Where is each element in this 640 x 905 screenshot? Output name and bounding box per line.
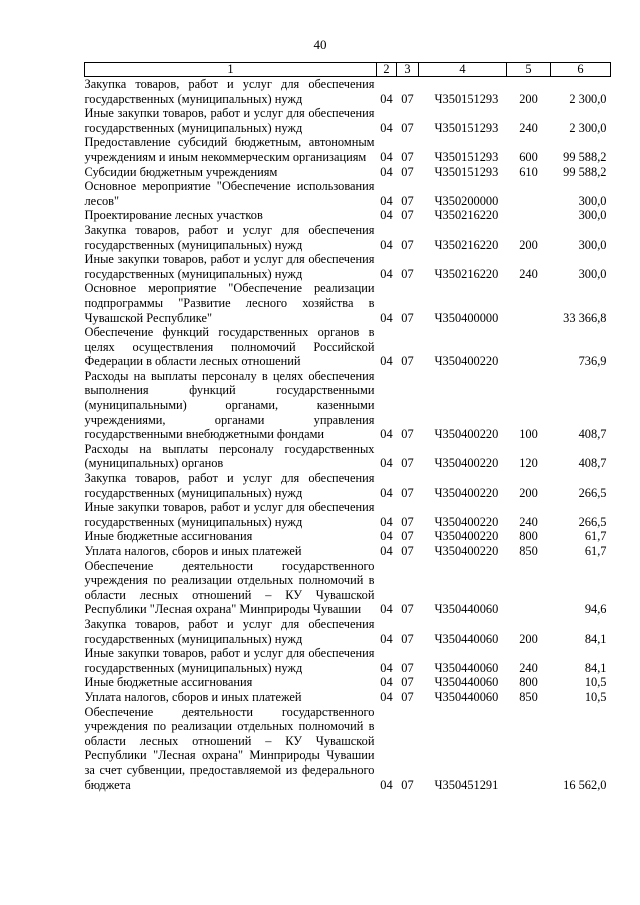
table-row [85, 106, 611, 135]
row-target-article-cell: Ч350151293 [434, 149, 499, 164]
row-expense-type-cell [507, 208, 551, 223]
row-name-cell: Основное мероприятие "Обеспечение использования лесов" [84, 179, 375, 208]
row-name-cell: Предоставление субсидий бюджетным, автономным учреждениям и иным некоммерческим организациям [84, 135, 375, 164]
row-target-article-cell: Ч350216220 [434, 266, 499, 281]
row-target-article-cell: Ч350400000 [434, 310, 499, 325]
row-expense-type-cell: 200 [519, 91, 538, 106]
table-row [85, 135, 611, 164]
row-target-article-cell: Ч350440060 [434, 660, 499, 675]
row-name-cell: Иные закупки товаров, работ и услуг для обеспечения государственных (муниципальных) нужд [84, 252, 375, 281]
row-amount-cell: 61,7 [584, 544, 607, 558]
row-expense-type-cell [507, 559, 551, 617]
row-subsection-cell: 07 [401, 91, 414, 106]
row-target-article-cell: Ч350400220 [434, 427, 499, 442]
row-section-cell: 04 [380, 544, 393, 558]
row-name-cell: Иные закупки товаров, работ и услуг для обеспечения государственных (муниципальных) нужд [84, 646, 375, 675]
row-section-cell: 04 [380, 514, 393, 529]
row-amount-cell: 2 300,0 [569, 120, 607, 135]
row-section-cell: 04 [380, 193, 393, 208]
row-target-article-cell: Ч350400220 [434, 514, 499, 529]
row-subsection-cell: 07 [401, 354, 414, 369]
row-section-cell: 04 [380, 675, 393, 690]
row-section-cell: 04 [380, 631, 393, 646]
row-target-article-cell: Ч350400220 [434, 354, 499, 369]
row-section-cell: 04 [380, 529, 393, 544]
row-name-cell: Иные бюджетные ассигнования [84, 529, 253, 544]
table-row [85, 325, 611, 369]
page-number: 40 [313, 37, 327, 52]
header-row [85, 63, 611, 77]
row-amount-cell: 16 562,0 [563, 777, 607, 792]
table-row [85, 646, 611, 675]
table-row [85, 559, 611, 617]
row-subsection-cell: 07 [401, 544, 414, 558]
row-target-article-cell: Ч350216220 [434, 208, 499, 223]
table-row [85, 208, 611, 223]
row-subsection-cell: 07 [401, 266, 414, 281]
row-amount-cell: 736,9 [578, 354, 607, 369]
row-section-cell: 04 [380, 266, 393, 281]
row-subsection-cell: 07 [401, 675, 414, 690]
row-amount-cell: 408,7 [578, 427, 607, 442]
row-expense-type-cell: 240 [519, 660, 538, 675]
row-section-cell: 04 [380, 689, 393, 704]
row-target-article-cell: Ч350440060 [434, 631, 499, 646]
table-row [85, 442, 611, 471]
table-row [85, 77, 611, 107]
row-section-cell: 04 [380, 164, 393, 179]
header-cell-1: 1 [85, 63, 377, 77]
row-target-article-cell: Ч350440060 [434, 602, 499, 617]
table-body [85, 77, 611, 793]
table-row [85, 705, 611, 793]
header-cell-2: 2 [377, 63, 397, 77]
row-subsection-cell: 07 [401, 427, 414, 442]
table-row [85, 617, 611, 646]
row-amount-cell: 99 588,2 [563, 149, 607, 164]
row-expense-type-cell [507, 325, 551, 369]
table-row [85, 500, 611, 529]
row-subsection-cell: 07 [401, 602, 414, 617]
row-subsection-cell: 07 [401, 237, 414, 252]
row-expense-type-cell: 610 [519, 164, 538, 179]
row-section-cell: 04 [380, 456, 393, 471]
row-name-cell: Обеспечение деятельности государственного учреждения по реализации отдельных полномочий в области лесных отношений – КУ Чувашской Республики "Лесная охрана" Минприроды Чувашии [84, 558, 375, 617]
row-name-cell: Обеспечение функций государственных органов в целях осуществления полномочий Российской Федерации в области лесных отношений [84, 325, 375, 369]
row-target-article-cell: Ч350151293 [434, 164, 499, 179]
row-amount-cell: 408,7 [578, 456, 607, 471]
row-name-cell: Уплата налогов, сборов и иных платежей [84, 544, 302, 558]
row-name-cell: Закупка товаров, работ и услуг для обеспечения государственных (муниципальных) нужд [84, 471, 375, 500]
row-expense-type-cell: 850 [519, 544, 538, 558]
row-section-cell: 04 [380, 354, 393, 369]
row-name-cell: Иные закупки товаров, работ и услуг для обеспечения государственных (муниципальных) нужд [84, 106, 375, 135]
row-name-cell: Основное мероприятие "Обеспечение реализации подпрограммы "Развитие лесного хозяйства в Чувашской Республике" [84, 281, 375, 325]
row-amount-cell: 266,5 [578, 514, 607, 529]
row-amount-cell: 33 366,8 [563, 310, 607, 325]
row-expense-type-cell [507, 705, 551, 793]
row-amount-cell: 10,5 [584, 675, 607, 690]
row-subsection-cell: 07 [401, 208, 414, 223]
table-row [85, 179, 611, 208]
row-target-article-cell: Ч350200000 [434, 193, 499, 208]
row-name-cell: Уплата налогов, сборов и иных платежей [84, 689, 302, 704]
row-target-article-cell: Ч350400220 [434, 456, 499, 471]
table-row [85, 471, 611, 500]
row-subsection-cell: 07 [401, 514, 414, 529]
table-row [85, 690, 611, 705]
row-expense-type-cell: 600 [519, 149, 538, 164]
row-subsection-cell: 07 [401, 120, 414, 135]
row-name-cell: Иные бюджетные ассигнования [84, 675, 253, 690]
row-subsection-cell: 07 [401, 689, 414, 704]
row-target-article-cell: Ч350451291 [434, 777, 499, 792]
row-amount-cell: 300,0 [578, 266, 607, 281]
row-amount-cell: 84,1 [584, 631, 607, 646]
row-target-article-cell: Ч350216220 [434, 237, 499, 252]
row-section-cell: 04 [380, 485, 393, 500]
row-section-cell: 04 [380, 149, 393, 164]
header-cell-4: 4 [419, 63, 507, 77]
row-name-cell: Иные закупки товаров, работ и услуг для обеспечения государственных (муниципальных) нужд [84, 500, 375, 529]
row-expense-type-cell: 800 [519, 675, 538, 690]
row-expense-type-cell: 850 [519, 689, 538, 704]
row-amount-cell: 300,0 [578, 208, 607, 223]
row-section-cell: 04 [380, 91, 393, 106]
row-subsection-cell: 07 [401, 193, 414, 208]
row-name-cell: Закупка товаров, работ и услуг для обеспечения государственных (муниципальных) нужд [84, 222, 375, 252]
row-expense-type-cell: 240 [519, 514, 538, 529]
row-expense-type-cell: 240 [519, 266, 538, 281]
row-section-cell: 04 [380, 660, 393, 675]
row-amount-cell: 61,7 [584, 529, 607, 544]
row-subsection-cell: 07 [401, 777, 414, 792]
table-row [85, 252, 611, 281]
row-expense-type-cell [507, 281, 551, 325]
row-name-cell: Расходы на выплаты персоналу государственных (муниципальных) органов [84, 441, 375, 471]
row-name-cell: Закупка товаров, работ и услуг для обеспечения государственных (муниципальных) нужд [84, 616, 375, 646]
row-section-cell: 04 [380, 310, 393, 325]
row-name-cell: Расходы на выплаты персоналу в целях обеспечения выполнения функций государственными (муниципальными) органами, казенными учреждениями, органами управления государственными внебюджетными фондами [84, 368, 375, 442]
row-subsection-cell: 07 [401, 631, 414, 646]
row-target-article-cell: Ч350400220 [434, 544, 499, 558]
row-section-cell: 04 [380, 427, 393, 442]
row-name-cell: Закупка товаров, работ и услуг для обеспечения государственных (муниципальных) нужд [84, 77, 375, 106]
row-amount-cell: 300,0 [578, 237, 607, 252]
row-subsection-cell: 07 [401, 660, 414, 675]
header-cell-5: 5 [507, 63, 551, 77]
row-subsection-cell: 07 [401, 456, 414, 471]
row-section-cell: 04 [380, 237, 393, 252]
table-row [85, 544, 611, 559]
row-expense-type-cell: 120 [519, 456, 538, 471]
table-header [85, 63, 611, 77]
row-subsection-cell: 07 [401, 529, 414, 544]
header-cell-3: 3 [397, 63, 419, 77]
table-row [85, 165, 611, 180]
row-section-cell: 04 [380, 602, 393, 617]
row-amount-cell: 10,5 [584, 689, 607, 704]
table-row [85, 223, 611, 252]
row-amount-cell: 94,6 [584, 602, 607, 617]
row-expense-type-cell [507, 179, 551, 208]
row-section-cell: 04 [380, 208, 393, 223]
row-target-article-cell: Ч350400220 [434, 529, 499, 544]
row-expense-type-cell: 800 [519, 529, 538, 544]
row-subsection-cell: 07 [401, 310, 414, 325]
row-name-cell: Субсидии бюджетным учреждениям [84, 164, 278, 179]
row-expense-type-cell: 240 [519, 120, 538, 135]
row-target-article-cell: Ч350400220 [434, 485, 499, 500]
table-row [85, 369, 611, 442]
row-expense-type-cell: 200 [519, 237, 538, 252]
row-amount-cell: 266,5 [578, 485, 607, 500]
budget-table [84, 62, 611, 792]
row-subsection-cell: 07 [401, 485, 414, 500]
row-amount-cell: 84,1 [584, 660, 607, 675]
row-amount-cell: 99 588,2 [563, 164, 607, 179]
row-amount-cell: 2 300,0 [569, 91, 607, 106]
table-row [85, 529, 611, 544]
row-target-article-cell: Ч350151293 [434, 120, 499, 135]
table-row [85, 675, 611, 690]
row-expense-type-cell: 200 [519, 631, 538, 646]
row-name-cell: Обеспечение деятельности государственного учреждения по реализации отдельных полномочий в области лесных отношений – КУ Чувашской Республики "Лесная охрана" Минприроды Чувашии за счет субвенции, предоставляемой из федерального бюджета [84, 704, 375, 792]
table-row [85, 281, 611, 325]
header-cell-6: 6 [551, 63, 611, 77]
row-name-cell: Проектирование лесных участков [84, 208, 263, 223]
row-subsection-cell: 07 [401, 164, 414, 179]
row-target-article-cell: Ч350151293 [434, 91, 499, 106]
row-section-cell: 04 [380, 777, 393, 792]
row-section-cell: 04 [380, 120, 393, 135]
row-subsection-cell: 07 [401, 149, 414, 164]
row-expense-type-cell: 200 [519, 485, 538, 500]
row-expense-type-cell: 100 [519, 427, 538, 442]
row-target-article-cell: Ч350440060 [434, 689, 499, 704]
row-amount-cell: 300,0 [578, 193, 607, 208]
row-target-article-cell: Ч350440060 [434, 675, 499, 690]
